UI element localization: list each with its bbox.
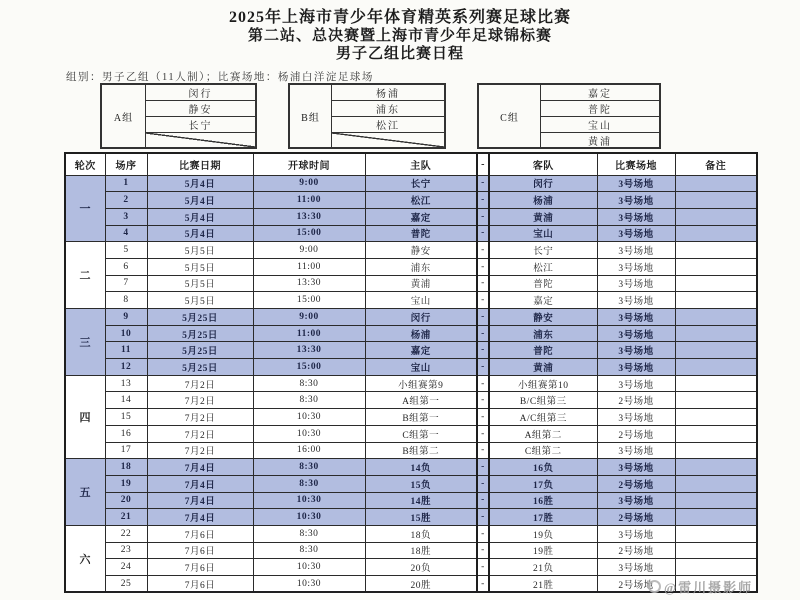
away-team-cell: 浦东 bbox=[489, 325, 597, 342]
match-date-cell: 7月6日 bbox=[147, 525, 253, 542]
away-team-cell: 16胜 bbox=[489, 492, 597, 509]
photographer-watermark bbox=[648, 577, 753, 596]
away-team-cell: 长宁 bbox=[489, 242, 597, 259]
table-row bbox=[65, 175, 757, 192]
note-cell bbox=[675, 275, 757, 292]
venue-cell: 3号场地 bbox=[597, 342, 675, 359]
note-cell bbox=[675, 559, 757, 576]
match-date-cell: 5月4日 bbox=[147, 175, 253, 192]
home-team-cell: 18胜 bbox=[365, 542, 477, 559]
group-team: 闵行 bbox=[146, 85, 255, 101]
home-team-cell: 宝山 bbox=[365, 292, 477, 309]
round-cell: 一 bbox=[65, 175, 105, 242]
match-date-cell: 5月5日 bbox=[147, 275, 253, 292]
note-cell bbox=[675, 225, 757, 242]
table-row bbox=[65, 525, 757, 542]
venue-cell: 3号场地 bbox=[597, 192, 675, 209]
vs-dash-cell: - bbox=[477, 392, 489, 409]
venue-cell: 3号场地 bbox=[597, 309, 675, 326]
match-no-cell: 13 bbox=[105, 375, 147, 392]
away-team-cell: 普陀 bbox=[489, 342, 597, 359]
kickoff-time-cell: 10:30 bbox=[253, 425, 365, 442]
table-row bbox=[65, 509, 757, 526]
group-team: 宝山 bbox=[541, 117, 659, 133]
table-row bbox=[65, 258, 757, 275]
header-vs-dash: - bbox=[477, 153, 489, 175]
match-date-cell: 7月2日 bbox=[147, 409, 253, 426]
note-cell bbox=[675, 409, 757, 426]
away-team-cell: 松江 bbox=[489, 258, 597, 275]
match-no-cell: 7 bbox=[105, 275, 147, 292]
match-no-cell: 24 bbox=[105, 559, 147, 576]
table-row bbox=[65, 425, 757, 442]
home-team-cell: 18负 bbox=[365, 525, 477, 542]
match-date-cell: 5月5日 bbox=[147, 292, 253, 309]
match-date-cell: 5月4日 bbox=[147, 225, 253, 242]
title-block bbox=[0, 0, 800, 63]
header-home-team: 主队 bbox=[365, 153, 477, 175]
vs-dash-cell: - bbox=[477, 342, 489, 359]
kickoff-time-cell: 10:30 bbox=[253, 409, 365, 426]
kickoff-time-cell: 8:30 bbox=[253, 459, 365, 476]
venue-cell: 2号场地 bbox=[597, 425, 675, 442]
table-row bbox=[65, 559, 757, 576]
table-row bbox=[65, 542, 757, 559]
vs-dash-cell: - bbox=[477, 258, 489, 275]
group-empty-diagonal-cell bbox=[332, 133, 444, 147]
group-box bbox=[100, 83, 257, 149]
title-line-3: 男子乙组比赛日程 bbox=[335, 46, 464, 62]
home-team-cell: C组第一 bbox=[365, 425, 477, 442]
table-row bbox=[65, 342, 757, 359]
match-date-cell: 5月4日 bbox=[147, 208, 253, 225]
venue-cell: 2号场地 bbox=[597, 576, 675, 593]
group-team-list bbox=[541, 85, 659, 147]
group-box bbox=[288, 83, 446, 149]
away-team-cell: 杨浦 bbox=[489, 192, 597, 209]
group-team: 长宁 bbox=[146, 117, 255, 133]
kickoff-time-cell: 11:00 bbox=[253, 325, 365, 342]
away-team-cell: 小组赛第10 bbox=[489, 375, 597, 392]
group-team: 浦东 bbox=[332, 101, 444, 117]
venue-cell: 3号场地 bbox=[597, 359, 675, 376]
away-team-cell: 17胜 bbox=[489, 509, 597, 526]
table-row bbox=[65, 442, 757, 459]
match-no-cell: 25 bbox=[105, 576, 147, 593]
home-team-cell: 松江 bbox=[365, 192, 477, 209]
kickoff-time-cell: 10:30 bbox=[253, 509, 365, 526]
watermark-text: @雷川摄影师 bbox=[664, 580, 754, 595]
note-cell bbox=[675, 292, 757, 309]
round-cell: 二 bbox=[65, 242, 105, 309]
home-team-cell: 静安 bbox=[365, 242, 477, 259]
header-venue: 比赛场地 bbox=[597, 153, 675, 175]
home-team-cell: 小组赛第9 bbox=[365, 375, 477, 392]
kickoff-time-cell: 9:00 bbox=[253, 175, 365, 192]
match-date-cell: 5月5日 bbox=[147, 242, 253, 259]
group-team: 松江 bbox=[332, 117, 444, 133]
header-match-no: 场序 bbox=[105, 153, 147, 175]
match-date-cell: 7月2日 bbox=[147, 425, 253, 442]
vs-dash-cell: - bbox=[477, 359, 489, 376]
venue-cell: 3号场地 bbox=[597, 492, 675, 509]
note-cell bbox=[675, 509, 757, 526]
venue-cell: 3号场地 bbox=[597, 225, 675, 242]
round-cell: 五 bbox=[65, 459, 105, 526]
table-row bbox=[65, 325, 757, 342]
match-no-cell: 16 bbox=[105, 425, 147, 442]
vs-dash-cell: - bbox=[477, 375, 489, 392]
note-cell bbox=[675, 425, 757, 442]
away-team-cell: 17负 bbox=[489, 475, 597, 492]
match-no-cell: 2 bbox=[105, 192, 147, 209]
home-team-cell: 20胜 bbox=[365, 576, 477, 593]
kickoff-time-cell: 16:00 bbox=[253, 442, 365, 459]
table-row bbox=[65, 359, 757, 376]
away-team-cell: 闵行 bbox=[489, 175, 597, 192]
round-cell: 六 bbox=[65, 525, 105, 592]
away-team-cell: B/C组第三 bbox=[489, 392, 597, 409]
group-team-list bbox=[146, 85, 255, 147]
group-team: 嘉定 bbox=[541, 85, 659, 101]
venue-cell: 3号场地 bbox=[597, 242, 675, 259]
away-team-cell: A/C组第三 bbox=[489, 409, 597, 426]
match-no-cell: 12 bbox=[105, 359, 147, 376]
vs-dash-cell: - bbox=[477, 525, 489, 542]
table-row bbox=[65, 208, 757, 225]
note-cell bbox=[675, 459, 757, 476]
match-no-cell: 17 bbox=[105, 442, 147, 459]
table-row bbox=[65, 492, 757, 509]
vs-dash-cell: - bbox=[477, 475, 489, 492]
title-line-2: 第二站、总决赛暨上海市青少年足球锦标赛 bbox=[247, 28, 552, 44]
schedule-header-row bbox=[65, 153, 757, 175]
note-cell bbox=[675, 542, 757, 559]
home-team-cell: 15胜 bbox=[365, 509, 477, 526]
venue-cell: 3号场地 bbox=[597, 525, 675, 542]
vs-dash-cell: - bbox=[477, 175, 489, 192]
match-no-cell: 8 bbox=[105, 292, 147, 309]
away-team-cell: C组第二 bbox=[489, 442, 597, 459]
header-round: 轮次 bbox=[65, 153, 105, 175]
vs-dash-cell: - bbox=[477, 559, 489, 576]
kickoff-time-cell: 15:00 bbox=[253, 359, 365, 376]
kickoff-time-cell: 8:30 bbox=[253, 475, 365, 492]
match-no-cell: 20 bbox=[105, 492, 147, 509]
home-team-cell: B组第二 bbox=[365, 442, 477, 459]
home-team-cell: 普陀 bbox=[365, 225, 477, 242]
match-date-cell: 7月6日 bbox=[147, 576, 253, 593]
match-no-cell: 14 bbox=[105, 392, 147, 409]
match-date-cell: 7月6日 bbox=[147, 559, 253, 576]
home-team-cell: A组第一 bbox=[365, 392, 477, 409]
kickoff-time-cell: 11:00 bbox=[253, 192, 365, 209]
table-row bbox=[65, 192, 757, 209]
group-team: 杨浦 bbox=[332, 85, 444, 101]
home-team-cell: 浦东 bbox=[365, 258, 477, 275]
match-no-cell: 22 bbox=[105, 525, 147, 542]
vs-dash-cell: - bbox=[477, 576, 489, 593]
match-no-cell: 4 bbox=[105, 225, 147, 242]
venue-cell: 2号场地 bbox=[597, 392, 675, 409]
away-team-cell: 19负 bbox=[489, 525, 597, 542]
kickoff-time-cell: 13:30 bbox=[253, 208, 365, 225]
schedule-table bbox=[64, 152, 758, 593]
kickoff-time-cell: 10:30 bbox=[253, 492, 365, 509]
away-team-cell: 宝山 bbox=[489, 225, 597, 242]
note-cell bbox=[675, 258, 757, 275]
kickoff-time-cell: 13:30 bbox=[253, 275, 365, 292]
venue-cell: 3号场地 bbox=[597, 258, 675, 275]
table-row bbox=[65, 292, 757, 309]
away-team-cell: 黄浦 bbox=[489, 359, 597, 376]
venue-cell: 3号场地 bbox=[597, 375, 675, 392]
home-team-cell: 闵行 bbox=[365, 309, 477, 326]
away-team-cell: 16负 bbox=[489, 459, 597, 476]
header-kickoff-time: 开球时间 bbox=[253, 153, 365, 175]
vs-dash-cell: - bbox=[477, 442, 489, 459]
note-cell bbox=[675, 442, 757, 459]
group-team: 普陀 bbox=[541, 101, 659, 117]
header-away-team: 客队 bbox=[489, 153, 597, 175]
group-label: C组 bbox=[479, 85, 541, 147]
home-team-cell: 黄浦 bbox=[365, 275, 477, 292]
home-team-cell: 15负 bbox=[365, 475, 477, 492]
table-row bbox=[65, 225, 757, 242]
match-date-cell: 7月2日 bbox=[147, 375, 253, 392]
kickoff-time-cell: 8:30 bbox=[253, 392, 365, 409]
match-date-cell: 5月25日 bbox=[147, 309, 253, 326]
note-cell bbox=[675, 525, 757, 542]
vs-dash-cell: - bbox=[477, 459, 489, 476]
note-cell bbox=[675, 242, 757, 259]
match-date-cell: 7月4日 bbox=[147, 509, 253, 526]
match-no-cell: 21 bbox=[105, 509, 147, 526]
note-cell bbox=[675, 192, 757, 209]
group-team: 黄浦 bbox=[588, 137, 612, 148]
vs-dash-cell: - bbox=[477, 492, 489, 509]
note-cell bbox=[675, 492, 757, 509]
group-and-venue-line: 组别：男子乙组（11人制）；比赛场地：杨浦白洋淀足球场 bbox=[66, 72, 374, 83]
vs-dash-cell: - bbox=[477, 208, 489, 225]
vs-dash-cell: - bbox=[477, 325, 489, 342]
kickoff-time-cell: 8:30 bbox=[253, 542, 365, 559]
table-row bbox=[65, 392, 757, 409]
vs-dash-cell: - bbox=[477, 542, 489, 559]
round-cell: 三 bbox=[65, 309, 105, 376]
match-date-cell: 7月2日 bbox=[147, 442, 253, 459]
home-team-cell: 14胜 bbox=[365, 492, 477, 509]
venue-cell: 3号场地 bbox=[597, 208, 675, 225]
table-row bbox=[65, 375, 757, 392]
table-row bbox=[65, 275, 757, 292]
vs-dash-cell: - bbox=[477, 275, 489, 292]
venue-cell: 3号场地 bbox=[597, 325, 675, 342]
venue-cell: 3号场地 bbox=[597, 559, 675, 576]
note-cell bbox=[675, 475, 757, 492]
title-line-1: 2025年上海市青少年体育精英系列赛足球比赛 bbox=[228, 9, 571, 26]
away-team-cell: 嘉定 bbox=[489, 292, 597, 309]
venue-cell: 3号场地 bbox=[597, 292, 675, 309]
table-row bbox=[65, 309, 757, 326]
table-row bbox=[65, 475, 757, 492]
group-team: 静安 bbox=[146, 101, 255, 117]
kickoff-time-cell: 9:00 bbox=[253, 309, 365, 326]
table-row bbox=[65, 459, 757, 476]
group-box bbox=[477, 83, 661, 149]
note-cell bbox=[675, 325, 757, 342]
match-no-cell: 1 bbox=[105, 175, 147, 192]
match-date-cell: 7月4日 bbox=[147, 459, 253, 476]
match-date-cell: 7月4日 bbox=[147, 475, 253, 492]
away-team-cell: A组第二 bbox=[489, 425, 597, 442]
venue-cell: 2号场地 bbox=[597, 475, 675, 492]
venue-cell: 2号场地 bbox=[597, 542, 675, 559]
kickoff-time-cell: 10:30 bbox=[253, 559, 365, 576]
match-no-cell: 6 bbox=[105, 258, 147, 275]
note-cell bbox=[675, 342, 757, 359]
vs-dash-cell: - bbox=[477, 225, 489, 242]
home-team-cell: 长宁 bbox=[365, 175, 477, 192]
match-date-cell: 7月2日 bbox=[147, 392, 253, 409]
home-team-cell: 14负 bbox=[365, 459, 477, 476]
kickoff-time-cell: 15:00 bbox=[253, 225, 365, 242]
kickoff-time-cell: 11:00 bbox=[253, 258, 365, 275]
venue-cell: 2号场地 bbox=[597, 509, 675, 526]
match-no-cell: 15 bbox=[105, 409, 147, 426]
vs-dash-cell: - bbox=[477, 192, 489, 209]
home-team-cell: 杨浦 bbox=[365, 325, 477, 342]
match-date-cell: 5月25日 bbox=[147, 325, 253, 342]
match-date-cell: 5月4日 bbox=[147, 192, 253, 209]
home-team-cell: 嘉定 bbox=[365, 208, 477, 225]
kickoff-time-cell: 15:00 bbox=[253, 292, 365, 309]
venue-cell: 3号场地 bbox=[597, 459, 675, 476]
match-date-cell: 7月6日 bbox=[147, 542, 253, 559]
group-label: B组 bbox=[290, 85, 332, 147]
group-empty-diagonal-cell bbox=[146, 133, 255, 147]
away-team-cell: 普陀 bbox=[489, 275, 597, 292]
venue-cell: 3号场地 bbox=[597, 275, 675, 292]
note-cell bbox=[675, 375, 757, 392]
match-no-cell: 18 bbox=[105, 459, 147, 476]
away-team-cell: 静安 bbox=[489, 309, 597, 326]
home-team-cell: 嘉定 bbox=[365, 342, 477, 359]
away-team-cell: 21负 bbox=[489, 559, 597, 576]
header-date: 比赛日期 bbox=[147, 153, 253, 175]
vs-dash-cell: - bbox=[477, 309, 489, 326]
match-no-cell: 10 bbox=[105, 325, 147, 342]
note-cell bbox=[675, 309, 757, 326]
kickoff-time-cell: 8:30 bbox=[253, 375, 365, 392]
match-date-cell: 5月25日 bbox=[147, 359, 253, 376]
table-row bbox=[65, 409, 757, 426]
vs-dash-cell: - bbox=[477, 425, 489, 442]
match-no-cell: 23 bbox=[105, 542, 147, 559]
round-cell: 四 bbox=[65, 375, 105, 458]
group-label: A组 bbox=[102, 85, 146, 147]
venue-cell: 3号场地 bbox=[597, 175, 675, 192]
match-date-cell: 5月5日 bbox=[147, 258, 253, 275]
header-note: 备注 bbox=[675, 153, 757, 175]
note-cell bbox=[675, 392, 757, 409]
vs-dash-cell: - bbox=[477, 292, 489, 309]
vs-dash-cell: - bbox=[477, 509, 489, 526]
match-date-cell: 5月25日 bbox=[147, 342, 253, 359]
home-team-cell: 宝山 bbox=[365, 359, 477, 376]
kickoff-time-cell: 13:30 bbox=[253, 342, 365, 359]
away-team-cell: 21胜 bbox=[489, 576, 597, 593]
away-team-cell: 黄浦 bbox=[489, 208, 597, 225]
table-row bbox=[65, 242, 757, 259]
kickoff-time-cell: 8:30 bbox=[253, 525, 365, 542]
away-team-cell: 19胜 bbox=[489, 542, 597, 559]
kickoff-time-cell: 9:00 bbox=[253, 242, 365, 259]
home-team-cell: 20负 bbox=[365, 559, 477, 576]
group-team-list bbox=[332, 85, 444, 147]
match-no-cell: 5 bbox=[105, 242, 147, 259]
venue-cell: 3号场地 bbox=[597, 409, 675, 426]
match-date-cell: 7月4日 bbox=[147, 492, 253, 509]
match-no-cell: 9 bbox=[105, 309, 147, 326]
kickoff-time-cell: 10:30 bbox=[253, 576, 365, 593]
match-no-cell: 11 bbox=[105, 342, 147, 359]
vs-dash-cell: - bbox=[477, 242, 489, 259]
match-no-cell: 19 bbox=[105, 475, 147, 492]
note-cell bbox=[675, 175, 757, 192]
note-cell bbox=[675, 359, 757, 376]
match-no-cell: 3 bbox=[105, 208, 147, 225]
watermark-logo-icon bbox=[648, 580, 661, 593]
home-team-cell: B组第一 bbox=[365, 409, 477, 426]
venue-cell: 3号场地 bbox=[597, 442, 675, 459]
vs-dash-cell: - bbox=[477, 409, 489, 426]
note-cell bbox=[675, 208, 757, 225]
